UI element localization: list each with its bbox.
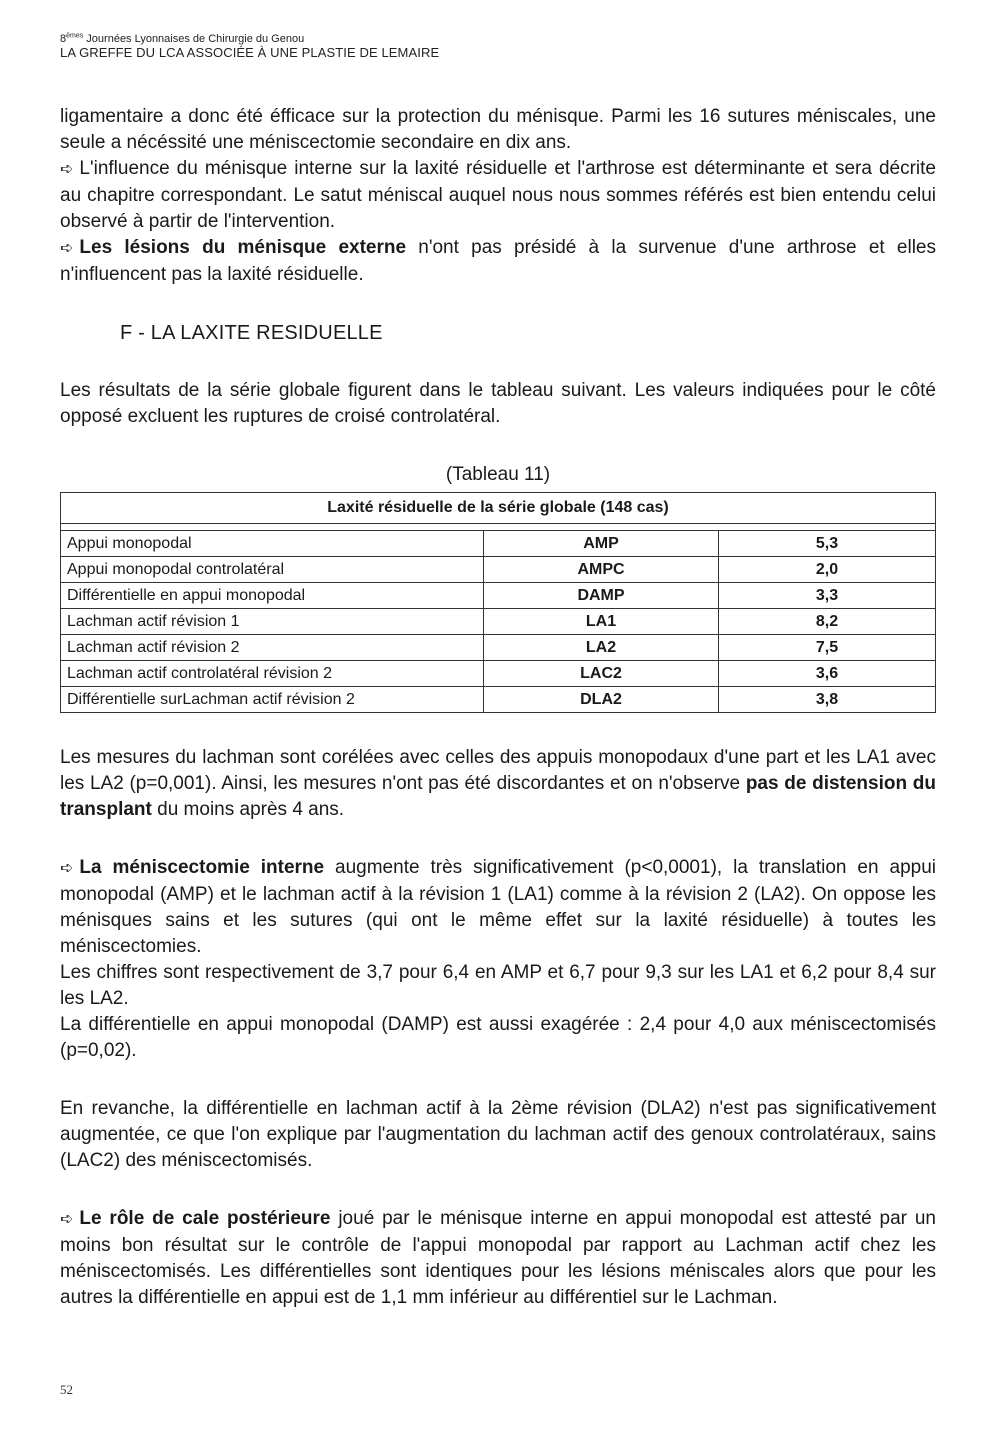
cale-posterieure-paragraph: ➪ Le rôle de cale postérieure joué par le ménisque interne en appui monopodal est attesté par un moins bon résultat sur le contrôle de l'appui monopodal par rapport au Lachman actif chez les méniscectomisés. Les différentielles sont identiques pour les lésions méniscales alors que pour les autres la différentielle en appui est de 1,1 mm inférieur au différentiel sur le Lachman. [60,1208,936,1308]
page-number: 52 [60,1382,73,1397]
document-page [60,32,936,1311]
table-row [61,687,936,713]
laxite-table [60,492,936,713]
arrow-right-outline-icon: ➪ [60,1211,74,1228]
table-row [61,557,936,583]
table-row [61,635,936,661]
row-code: LA1 [484,609,719,635]
row-code: DAMP [484,583,719,609]
row-label: Différentielle en appui monopodal [61,583,484,609]
row-value: 7,5 [719,635,936,661]
body-text [60,104,936,1311]
row-code: AMPC [484,557,719,583]
arrow-right-outline-icon: ➪ [60,240,74,257]
intro-paragraph-2: ➪ L'influence du ménisque interne sur la laxité résiduelle et l'arthrose est déterminante et sera décrite au chapitre correspondant. Le satut méniscal auquel nous nous sommes référés est bien entendu celui observé à partir de l'intervention. [60,158,936,232]
row-label: Appui monopodal [61,531,484,557]
intro-paragraph-1: ligamentaire a donc été éfficace sur la protection du ménisque. Parmi les 16 sutures méniscales, une seule a nécéssité une méniscectomie secondaire en dix ans. [60,106,936,153]
arrow-right-outline-icon: ➪ [60,161,74,178]
table-row [61,531,936,557]
row-label: Lachman actif révision 1 [61,609,484,635]
row-value: 8,2 [719,609,936,635]
row-value: 3,6 [719,661,936,687]
row-code: DLA2 [484,687,719,713]
arrow-right-outline-icon: ➪ [60,860,74,877]
row-label: Différentielle surLachman actif révision 2 [61,687,484,713]
meniscectomie-paragraph-2: Les chiffres sont respectivement de 3,7 pour 6,4 en AMP et 6,7 pour 9,3 sur les LA1 et 6,2 pour 8,4 sur les LA2. [60,962,936,1009]
row-value: 2,0 [719,557,936,583]
meniscectomie-paragraph-3: La différentielle en appui monopodal (DAMP) est aussi exagérée : 2,4 pour 4,0 aux méniscectomisés (p=0,02). [60,1014,936,1061]
section-title: F - LA LAXITE RESIDUELLE [120,322,383,344]
row-code: LAC2 [484,661,719,687]
revanche-paragraph: En revanche, la différentielle en lachman actif à la 2ème révision (DLA2) n'est pas significativement augmentée, ce que l'on explique par l'augmentation du lachman actif des genoux controlatéraux, sains (LAC2) des méniscectomisés. [60,1098,936,1171]
after-table-paragraph: Les mesures du lachman sont corélées avec celles des appuis monopodaux d'une part et les LA1 avec les LA2 (p=0,001). Ainsi, les mesures n'ont pas été discordantes et on n'observe pas de distension du transplant du moins après 4 ans. [60,747,936,820]
header-conference-line: 8èmes Journées Lyonnaises de Chirurgie du Genou [60,32,305,45]
row-value: 3,3 [719,583,936,609]
row-label: Lachman actif controlatéral révision 2 [61,661,484,687]
row-label: Lachman actif révision 2 [61,635,484,661]
row-value: 5,3 [719,531,936,557]
meniscectomie-paragraph-1: ➪ La méniscectomie interne augmente très significativement (p<0,0001), la translation en appui monopodal (AMP) et le lachman actif à la révision 1 (LA1) comme à la révision 2 (LA2). On oppose les ménisques sains et les sutures (qui ont le même effet sur la laxité résiduelle) à toutes les méniscectomies. [60,857,936,957]
running-header [60,32,936,60]
row-code: AMP [484,531,719,557]
row-value: 3,8 [719,687,936,713]
row-label: Appui monopodal controlatéral [61,557,484,583]
table-row [61,609,936,635]
table-row [61,583,936,609]
table-row [61,661,936,687]
header-chapter-title: LA GREFFE DU LCA ASSOCIÉE À UNE PLASTIE DE LEMAIRE [60,45,440,60]
table-title-row [61,493,936,524]
intro-paragraph-3: ➪ Les lésions du ménisque externe n'ont pas présidé à la survenue d'une arthrose et elles n'influencent pas la laxité résiduelle. [60,237,936,285]
table-title: Laxité résiduelle de la série globale (148 cas) [61,493,936,524]
table-spacer [61,524,936,531]
table-caption: (Tableau 11) [445,464,551,485]
section-paragraph-1: Les résultats de la série globale figurent dans le tableau suivant. Les valeurs indiquées pour le côté opposé excluent les ruptures de croisé controlatéral. [60,380,936,427]
row-code: LA2 [484,635,719,661]
